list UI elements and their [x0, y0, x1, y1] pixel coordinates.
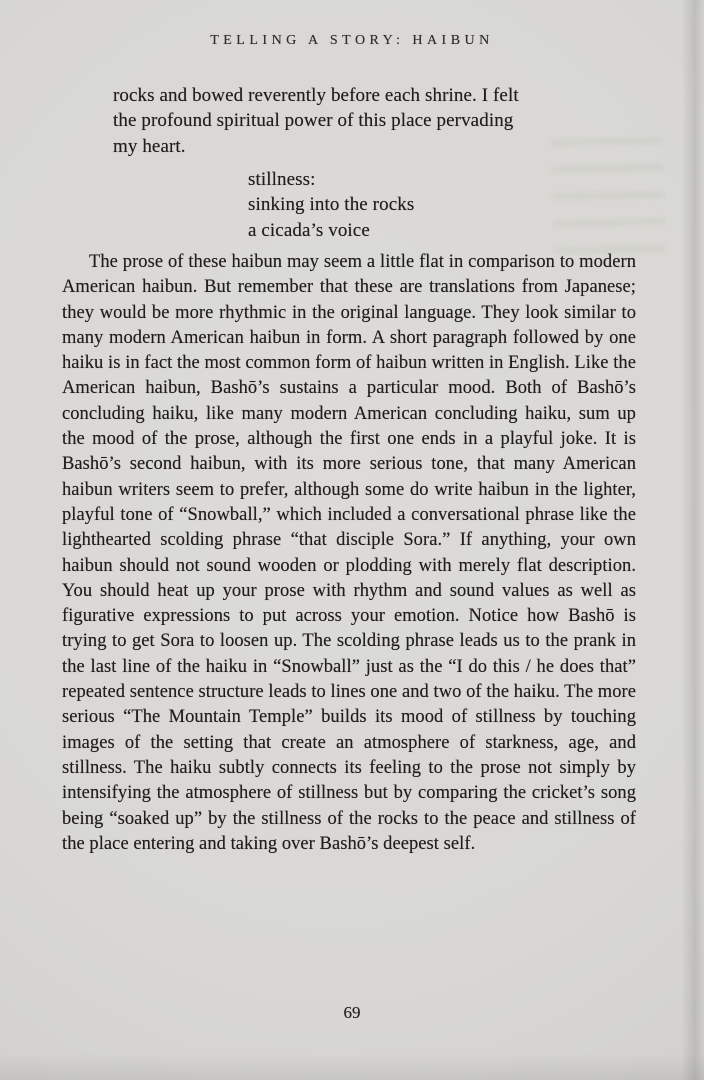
prose-excerpt [113, 83, 519, 159]
body-paragraph: The prose of these haibun may seem a little flat in comparison to modern American haibun. But remember that these are translations from Japanese; they would be more rhythmic in the original language. They look similar to many modern American haibun in form. A short paragraph followed by one haiku is in fact the most common form of haibun written in English. Like the American haibun, Bashō’s sustains a particular mood. Both of Bashō’s concluding haiku, like many modern American concluding haiku, sum up the mood of the prose, although the first one ends in a playful joke. It is Bashō’s second haibun, with its more serious tone, that many American haibun writers seem to prefer, although some do write haibun in the lighter, playful tone of “Snowball,” which included a conversational phrase like the lighthearted scolding phrase “that disciple Sora.” If anything, your own haibun should not sound wooden or plodding with merely flat description. You should heat up your prose with rhythm and sound values as well as figurative expressions to put across your emotion. Notice how Bashō is trying to get Sora to loosen up. The scolding phrase leads us to the prank in the last line of the haiku in “Snowball” just as the “I do this / he does that” repeated sentence structure leads to lines one and two of the haiku. The more serious “The Mountain Temple” builds its mood of stillness by touching images of the setting that create an atmosphere of starkness, age, and stillness. The haiku subtly connects its feeling to the prose not simply by intensifying the atmosphere of stillness but by comparing the cricket’s song being “soaked up” by the stillness of the rocks to the peace and stillness of the place entering and taking over Bashō’s deepest self. [62, 252, 636, 854]
haiku-line: a cicada’s voice [248, 219, 370, 241]
page-showthrough-artifact [551, 137, 665, 259]
page-number: 69 [343, 1003, 361, 1022]
haiku-line: stillness: [248, 169, 316, 190]
running-header: TELLING A STORY: HAIBUN [210, 33, 494, 48]
excerpt-line: my heart. [113, 135, 186, 157]
haiku-quote [248, 167, 414, 243]
excerpt-line: the profound spiritual power of this place pervading [113, 110, 514, 132]
haiku-line: sinking into the rocks [248, 194, 415, 216]
excerpt-line: rocks and bowed reverently before each shrine. I felt [113, 85, 519, 106]
